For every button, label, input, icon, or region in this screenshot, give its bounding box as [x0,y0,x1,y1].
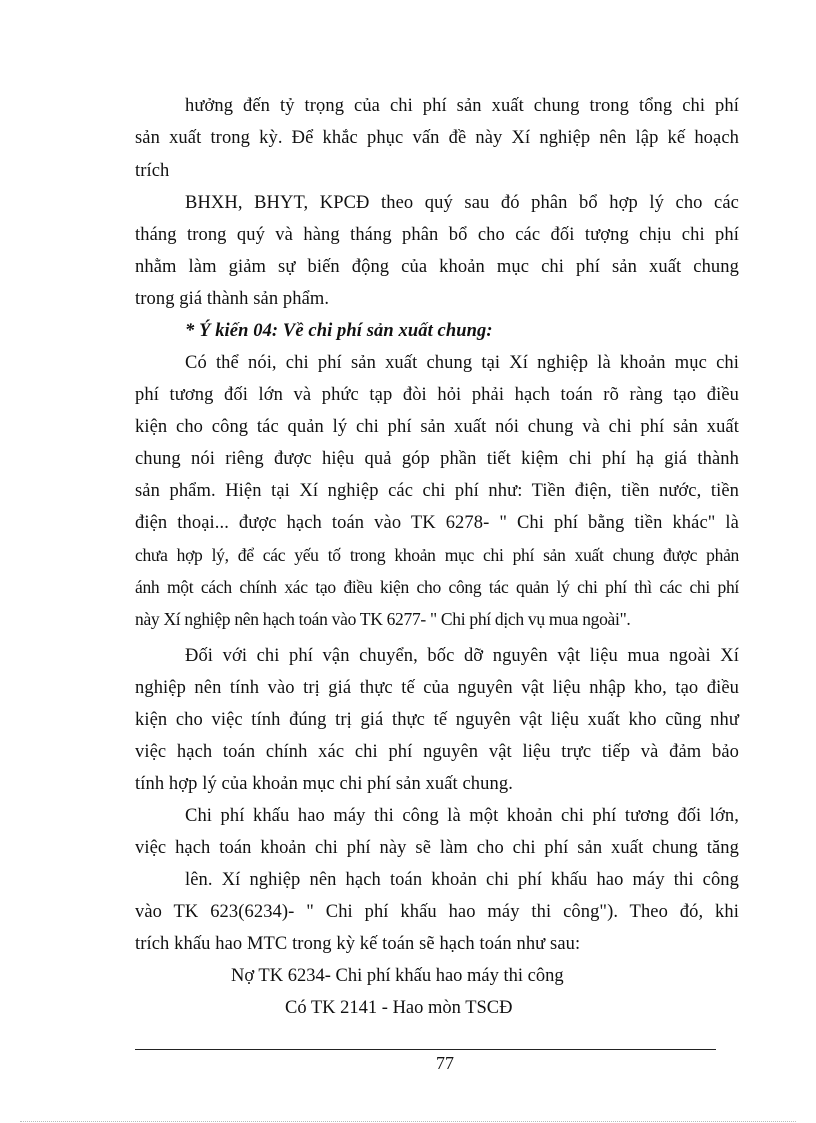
paragraph-4-line-4: việc hạch toán chính xác chi phí nguyên vật liệu trực tiếp và đảm bảo [135,742,739,762]
paragraph-3-line-7: chưa hợp lý, để các yếu tố trong khoản mục chi phí sản xuất chung được phản [135,545,739,565]
paragraph-3-line-1: Có thể nói, chi phí sản xuất chung tại Xí nghiệp là khoản mục chi [185,353,739,373]
paragraph-5-line-5: trích khấu hao MTC trong kỳ kế toán sẽ hạch toán như sau: [135,934,581,954]
paragraph-3-line-4: chung nói riêng được hiệu quả góp phần tiết kiệm chi phí hạ giá thành [135,449,739,469]
paragraph-5-line-2: việc hạch toán khoản chi phí này sẽ làm cho chi phí sản xuất chung tăng [135,838,739,858]
debit-entry: Nợ TK 6234- Chi phí khấu hao máy thi công [231,966,564,986]
paragraph-4-line-3: kiện cho việc tính đúng trị giá thực tế nguyên vật liệu xuất kho cũng như [135,710,739,730]
page-number: 77 [436,1053,454,1073]
credit-entry: Có TK 2141 - Hao mòn TSCĐ [285,998,513,1018]
paragraph-3-line-5: sản phẩm. Hiện tại Xí nghiệp các chi phí như: Tiền điện, tiền nước, tiền [135,481,739,501]
paragraph-4-line-1: Đối với chi phí vận chuyển, bốc dỡ nguyên vật liệu mua ngoài Xí [185,646,739,666]
paragraph-2-line-2: tháng trong quý và hàng tháng phân bổ cho các đối tượng chịu chi phí [135,225,739,245]
paragraph-2-line-4: trong giá thành sản phẩm. [135,289,330,309]
page-bottom-border [20,1121,796,1122]
paragraph-3-line-2: phí tương đối lớn và phức tạp đòi hỏi phải hạch toán rõ ràng tạo điều [135,385,739,405]
section-heading: * Ý kiến 04: Về chi phí sản xuất chung: [185,321,493,341]
paragraph-5-line-1: Chi phí khấu hao máy thi công là một khoản chi phí tương đối lớn, [185,806,739,826]
paragraph-1-line-2: sản xuất trong kỳ. Để khắc phục vấn đề này Xí nghiệp nên lập kế hoạch [135,128,739,148]
paragraph-4-line-2: nghiệp nên tính vào trị giá thực tế của nguyên vật liệu nhập kho, tạo điều [135,678,739,698]
paragraph-2-line-1: BHXH, BHYT, KPCĐ theo quý sau đó phân bổ hợp lý cho các [185,193,739,213]
paragraph-5-line-4: vào TK 623(6234)- " Chi phí khấu hao máy thi công"). Theo đó, khi [135,902,739,922]
paragraph-1-line-3: trích [135,161,170,181]
paragraph-2-line-3: nhằm làm giảm sự biến động của khoản mục chi phí sản xuất chung [135,257,739,277]
paragraph-5-line-3: lên. Xí nghiệp nên hạch toán khoản chi phí khấu hao máy thi công [185,870,739,890]
paragraph-3-line-9: này Xí nghiệp nên hạch toán vào TK 6277- " Chi phí dịch vụ mua ngoài". [135,609,631,629]
paragraph-4-line-5: tính hợp lý của khoản mục chi phí sản xuất chung. [135,774,513,794]
paragraph-3-line-6: điện thoại... được hạch toán vào TK 6278- " Chi phí bằng tiền khác" là [135,513,739,533]
paragraph-3-line-8: ánh một cách chính xác tạo điều kiện cho công tác quản lý chi phí thì các chi phí [135,577,739,597]
paragraph-1-line-1: hưởng đến tỷ trọng của chi phí sản xuất chung trong tổng chi phí [185,96,739,116]
paragraph-3-line-3: kiện cho công tác quản lý chi phí sản xuất nói chung và chi phí sản xuất [135,417,739,437]
